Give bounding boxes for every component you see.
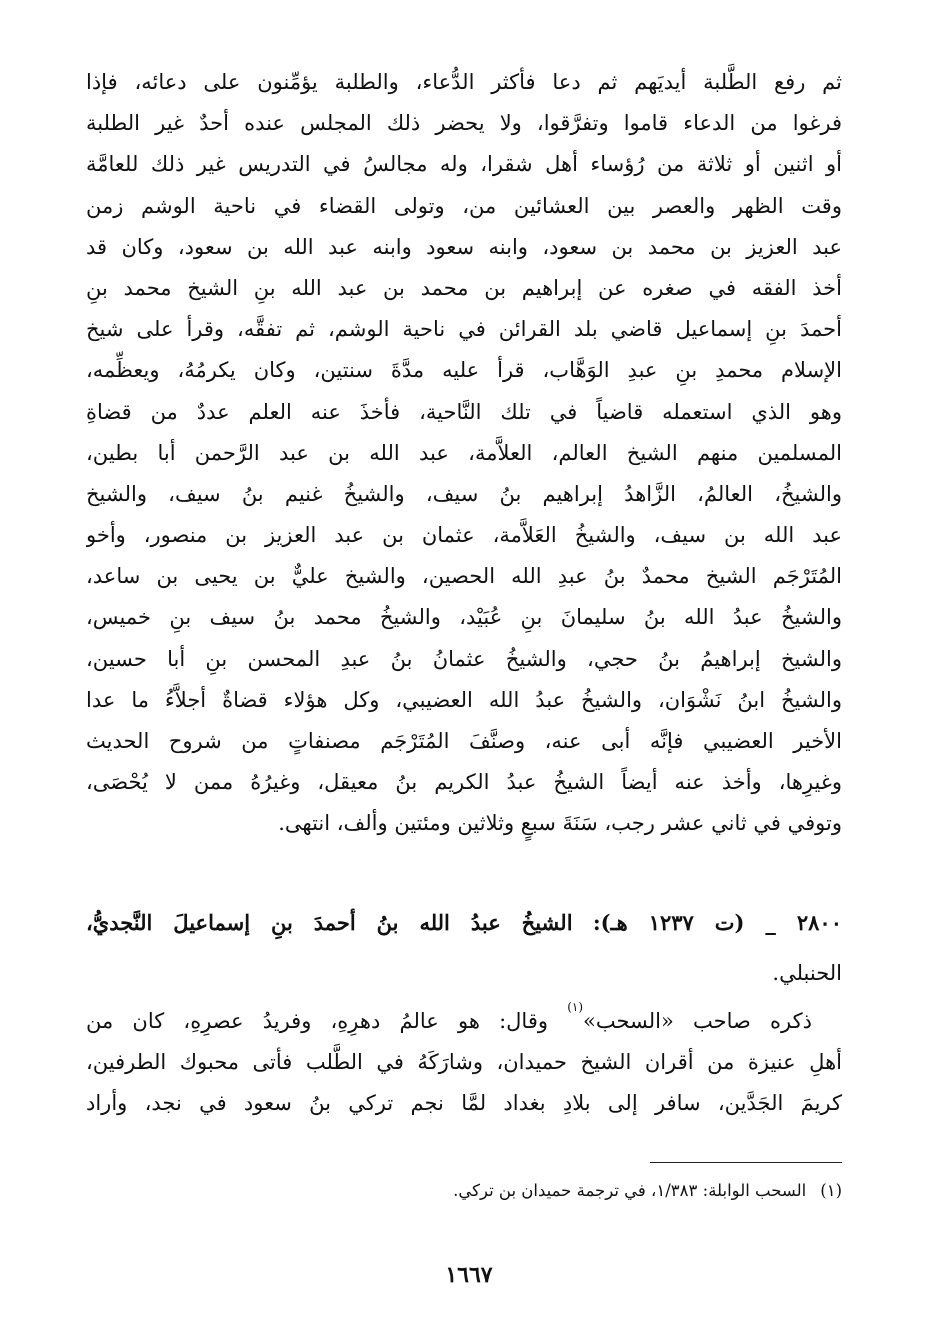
body-line: ثم رفع الطَّلبة أيديَهم ثم دعا فأكثر الدُّعاء، والطلبة يؤمِّنون على دعائه، فإذا bbox=[86, 70, 842, 94]
body-line: الأخير العضيبي فإنَّه أبى عنه، وصنَّفَ المُتَرْجَم مصنفاتٍ من شروح الحديث bbox=[86, 729, 842, 753]
entry-second-line: الحنبلي. bbox=[772, 961, 842, 985]
body-text bbox=[86, 62, 842, 845]
entry-number-date: ٢٨٠٠ _ (ت ١٢٣٧ هـ): bbox=[592, 910, 842, 935]
footnote bbox=[200, 1176, 842, 1206]
entry-heading-line bbox=[86, 898, 842, 948]
body-line: وغيرِها، وأخذ عنه أيضاً الشيخُ عبدُ الكريم بنُ معيقل، وغيرُهُ ممن لا يُحْصَى، bbox=[86, 770, 842, 795]
body-line: أو اثنين أو ثلاثة من رُؤساء أهل شقرا، وله مجالسُ في التدريس غير ذلك للعامَّة bbox=[86, 152, 842, 177]
body-line: والشيخُ، العالمُ، الزَّاهدُ إبراهيم بنُ سيف، والشيخُ غنيم بنُ سيف، والشيخ bbox=[86, 481, 842, 506]
entry-body-line: أهلِ عنيزة من أقران الشيخ حميدان، وشارَكَهُ في الطَّلب فأتى محبوك الطرفين، bbox=[86, 1050, 842, 1075]
entry-body bbox=[86, 1001, 842, 1125]
body-line: وقت الظهر والعصر بين العشائين من، وتولى القضاء في ناحية الوشم زمن bbox=[86, 193, 842, 218]
entry-body-text: وقال: هو عالمُ دهرِهِ، وفريدُ عصرِهِ، كان من bbox=[86, 1009, 568, 1033]
footnote-divider bbox=[650, 1162, 842, 1163]
body-line: الإسلام محمدِ بنِ عبدِ الوَهَّاب، قرأ عليه مدَّةَ سنتين، وكان يكرمُهُ، ويعظِّمه، bbox=[86, 358, 842, 383]
body-line: والشيخُ ابنُ نَشْوَان، والشيخُ عبدُ الله العضيبي، وكل هؤلاء قضاةٌ أجلاَّءُ ما عدا bbox=[86, 687, 842, 712]
footnote-number: (١) bbox=[820, 1181, 842, 1200]
body-line: والشيخُ عبدُ الله بنُ سليمانَ بنِ عُبَيْد، والشيخُ محمد بنُ سيف بنِ خميس، bbox=[86, 605, 842, 630]
body-line: وتوفي في ثاني عشر رجب، سَنَةَ سبعٍ وثلاثين ومئتين وألف، انتهى. bbox=[278, 811, 842, 836]
body-line: والشيخ إبراهيمُ بنُ حجي، والشيخُ عثمانُ بنُ عبدِ المحسن بنِ أبا حسين، bbox=[86, 646, 842, 671]
body-line: وهو الذي استعمله قاضياً في تلك النَّاحية، فأخذَ عنه العلم عددٌ من قضاةِ bbox=[86, 399, 842, 424]
body-line: عبد العزيز بن محمد بن سعود، وابنه سعود وابنه عبد الله بن سعود، وكان قد bbox=[86, 234, 842, 259]
entry-body-text: ذكره صاحب «السحب» bbox=[583, 1009, 812, 1033]
body-line: أخذ الفقه في صغره عن إبراهيم بن محمد بن عبد الله بنِ الشيخ محمد بنِ bbox=[86, 275, 842, 300]
body-line: المسلمين منهم الشيخ العالم، العلاَّمة، عبد الله بن عبد الرَّحمن أبا بطين، bbox=[86, 440, 842, 465]
entry-heading bbox=[86, 898, 842, 998]
page-number: ١٦٦٧ bbox=[445, 1262, 493, 1288]
body-line: عبد الله بن سيف، والشيخُ العَلاَّمة، عثمان بن عبد العزيز بن منصور، وأخو bbox=[86, 523, 842, 548]
footnote-reference[interactable]: (١) bbox=[567, 1001, 584, 1014]
body-line: فرغوا من الدعاء قاموا وتفرَّقوا، ولا يحضر ذلك المجلس عنده أحدٌ غير الطلبة bbox=[86, 111, 842, 136]
entry-name: الشيخُ عبدُ الله بنُ أحمدَ بنِ إسماعيلَ النَّجديُّ، bbox=[86, 910, 573, 935]
entry-body-line bbox=[86, 1001, 842, 1042]
body-line: المُتَرْجَم الشيخ محمدٌ بنُ عبدِ الله الحصين، والشيخ عليٌّ بن يحيى بن ساعد، bbox=[86, 564, 842, 589]
body-line: أحمدَ بنِ إسماعيل قاضي بلد القرائن في ناحية الوشم، ثم تفقَّه، وقرأ على شيخ bbox=[86, 317, 842, 342]
footnote-text: السحب الوابلة: ١/٣٨٣، في ترجمة حميدان بن تركي. bbox=[453, 1181, 807, 1200]
entry-body-line: كريمَ الجَدَّين، سافر إلى بلادِ بغداد لمَّا نجم تركي بنُ سعود في نجد، وأراد bbox=[86, 1091, 842, 1116]
